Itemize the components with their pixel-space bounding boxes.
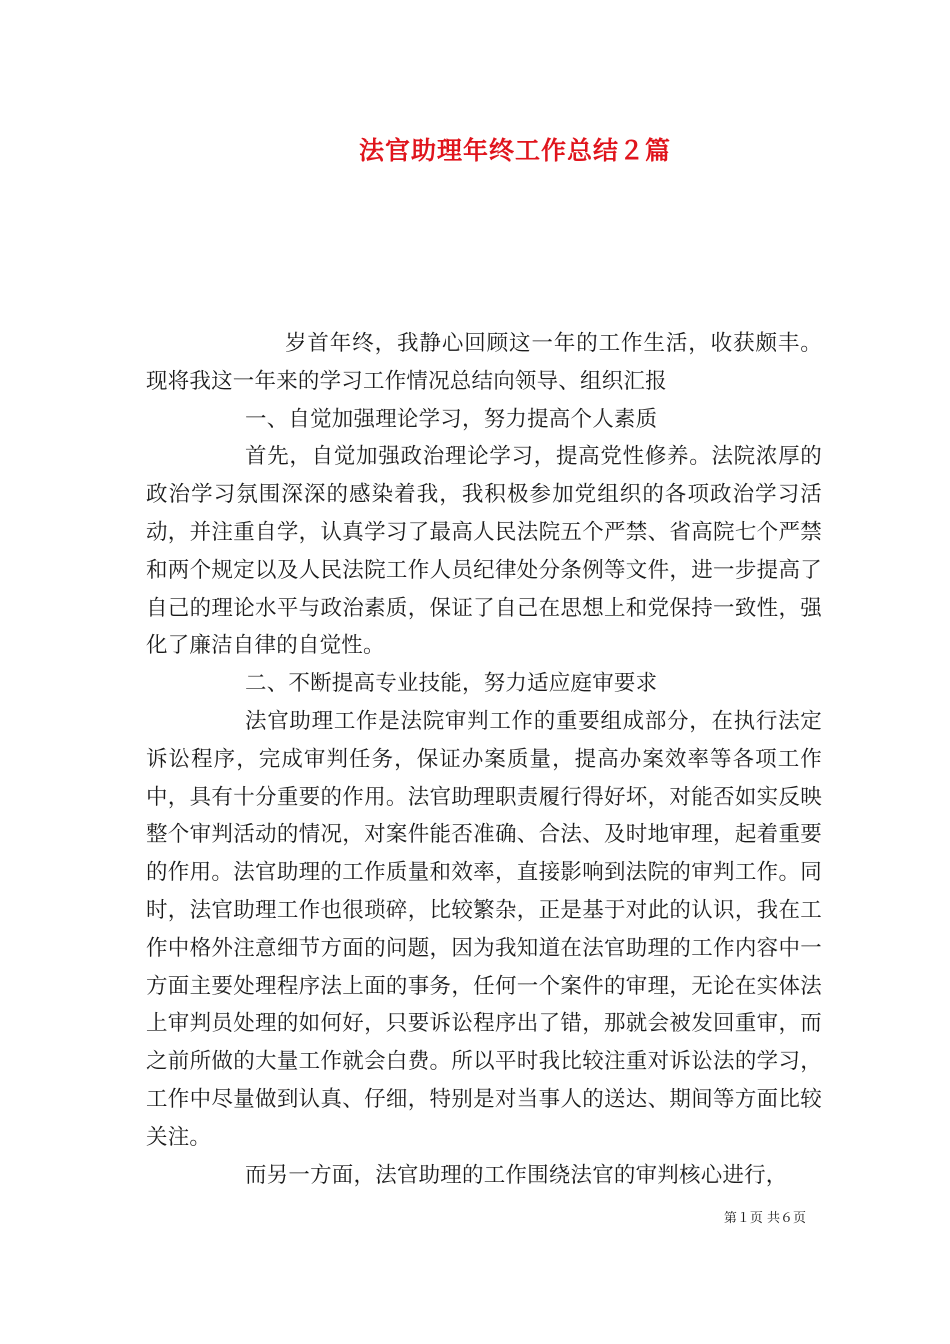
document-body <box>146 325 822 1194</box>
paragraph-section-1: 首先，自觉加强政治理论学习，提高党性修养。法院浓厚的政治学习氛围深深的感染着我，我积极参加党组织的各项政治学习活动，并注重自学，认真学习了最高人民法院五个严禁、省高院七个严禁和两个规定以及人民法院工作人员纪律处分条例等文件，进一步提高了自己的理论水平与政治素质，保证了自己在思想上和党保持一致性，强化了廉洁自律的自觉性。 <box>146 444 822 659</box>
paragraph-section-2: 法官助理工作是法院审判工作的重要组成部分，在执行法定诉讼程序，完成审判任务，保证办案质量，提高办案效率等各项工作中，具有十分重要的作用。法官助理职责履行得好坏，对能否如实反映整个审判活动的情况，对案件能否准确、合法、及时地审理，起着重要的作用。法官助理的工作质量和效率，直接影响到法院的审判工作。同时，法官助理工作也很琐碎，比较繁杂，正是基于对此的认识，我在工作中格外注意细节方面的问题，因为我知道在法官助理的工作内容中一方面主要处理程序法上面的事务，任何一个案件的审理，无论在实体法上审判员处理的如何好，只要诉讼程序出了错，那就会被发回重审，而之前所做的大量工作就会白费。所以平时我比较注重对诉讼法的学习，工作中尽量做到认真、仔细，特别是对当事人的送达、期间等方面比较关注。 <box>146 708 822 1150</box>
document-title: 法官助理年终工作总结２篇 <box>358 136 671 165</box>
paragraph-continued: 而另一方面，法官助理的工作围绕法官的审判核心进行， <box>245 1162 788 1188</box>
section-heading-2: 二、不断提高专业技能，努力适应庭审要求 <box>245 671 658 697</box>
page-number-footer: 第１页 共６页 <box>723 1211 806 1226</box>
section-heading-1: 一、自觉加强理论学习，努力提高个人素质 <box>245 406 658 432</box>
paragraph-intro: 岁首年终，我静心回顾这一年的工作生活，收获颇丰。现将我这一年来的学习工作情况总结向领导、组织汇报 <box>146 331 822 394</box>
